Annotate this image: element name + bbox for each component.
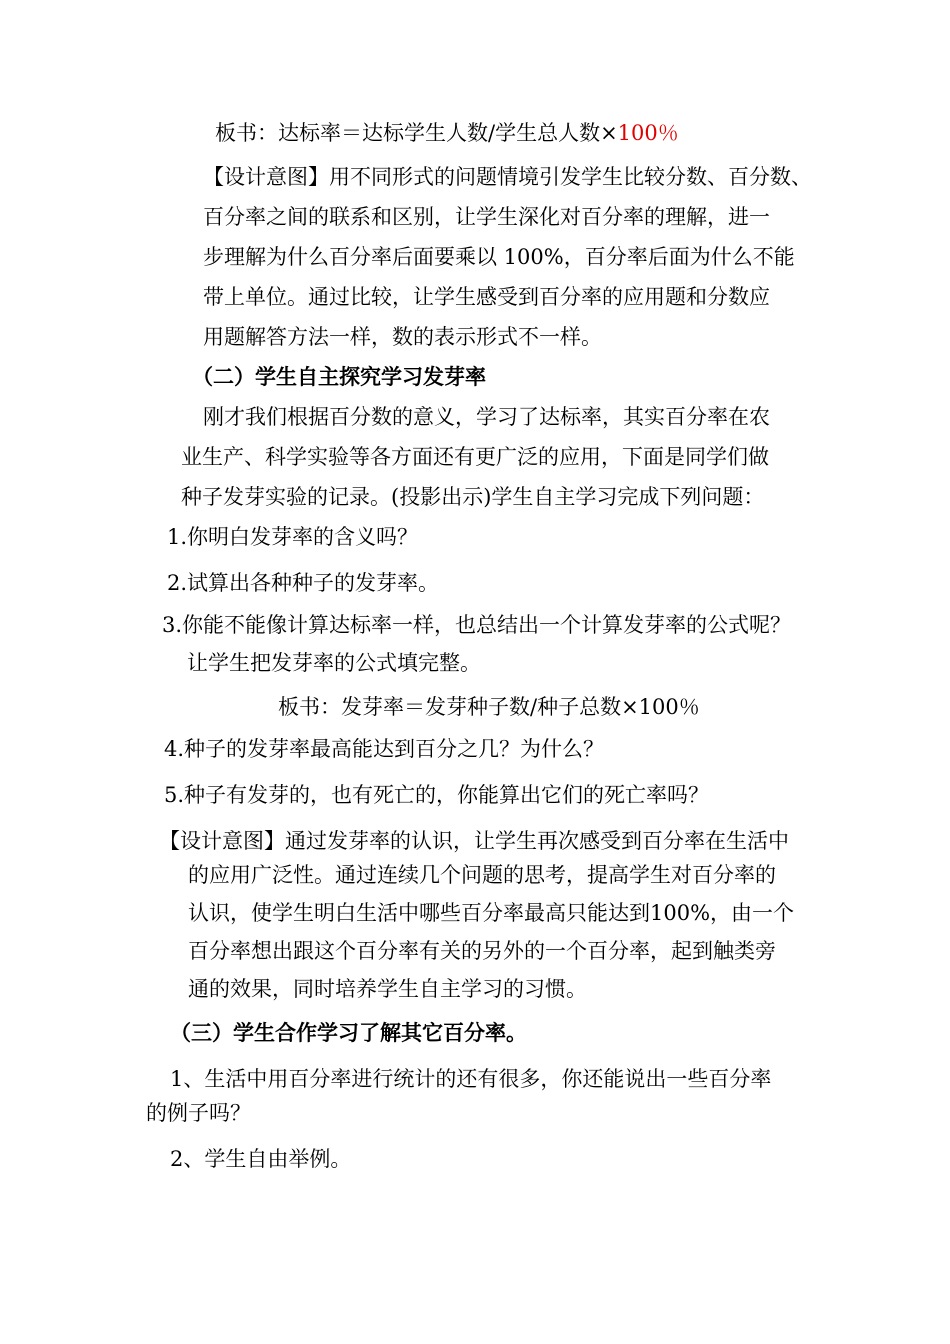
board-formula-germination-rate: 板书：发芽率＝发芽种子数/种子总数×100％ <box>278 695 700 719</box>
design-intent-2-line-2: 的应用广泛性。通过连续几个问题的思考，提高学生对百分率的 <box>188 863 776 887</box>
question-3-continuation: 让学生把发芽率的公式填完整。 <box>187 651 481 675</box>
intro-2-line-3: 种子发芽实验的记录。(投影出示)学生自主学习完成下列问题： <box>181 485 765 509</box>
design-intent-2-line-5: 通的效果，同时培养学生自主学习的习惯。 <box>188 977 587 1001</box>
design-intent-1-line-3: 步理解为什么百分率后面要乘以 100%，百分率后面为什么不能 <box>203 245 795 269</box>
board-formula-text: 板书：达标率＝达标学生人数/学生总人数× <box>215 121 618 145</box>
question-4: 4.种子的发芽率最高能达到百分之几？为什么？ <box>164 737 605 761</box>
highlighted-percent: 100％ <box>617 121 679 145</box>
design-intent-1-line-4: 带上单位。通过比较，让学生感受到百分率的应用题和分数应 <box>203 285 770 309</box>
question-3: 3.你能不能像计算达标率一样，也总结出一个计算发芽率的公式呢？ <box>162 613 792 637</box>
design-intent-2-line-3: 认识，使学生明白生活中哪些百分率最高只能达到100%，由一个 <box>188 901 795 925</box>
design-intent-1-line-1: 【设计意图】用不同形式的问题情境引发学生比较分数、百分数、 <box>203 165 812 189</box>
design-intent-1-line-5: 用题解答方法一样，数的表示形式不一样。 <box>203 325 602 349</box>
coop-item-1: 1、生活中用百分率进行统计的还有很多，你还能说出一些百分率 <box>170 1067 772 1091</box>
question-5: 5.种子有发芽的，也有死亡的，你能算出它们的死亡率吗？ <box>164 783 710 807</box>
section-heading-2: （二）学生自主探究学习发芽率 <box>192 364 486 389</box>
design-intent-2-line-1: 【设计意图】通过发芽率的认识，让学生再次感受到百分率在生活中 <box>159 829 789 853</box>
board-formula-pass-rate <box>215 118 679 148</box>
intro-2-line-2: 业生产、科学实验等各方面还有更广泛的应用，下面是同学们做 <box>181 445 769 469</box>
question-1: 1.你明白发芽率的含义吗？ <box>167 525 419 549</box>
question-2: 2.试算出各种种子的发芽率。 <box>167 571 440 595</box>
design-intent-1-line-2: 百分率之间的联系和区别，让学生深化对百分率的理解，进一 <box>203 205 770 229</box>
section-heading-3: （三）学生合作学习了解其它百分率。 <box>170 1020 527 1045</box>
intro-2-line-1: 刚才我们根据百分数的意义，学习了达标率，其实百分率在农 <box>203 405 770 429</box>
coop-item-1-continuation: 的例子吗？ <box>146 1101 251 1125</box>
design-intent-2-line-4: 百分率想出跟这个百分率有关的另外的一个百分率，起到触类旁 <box>188 939 776 963</box>
coop-item-2: 2、学生自由举例。 <box>170 1147 352 1171</box>
